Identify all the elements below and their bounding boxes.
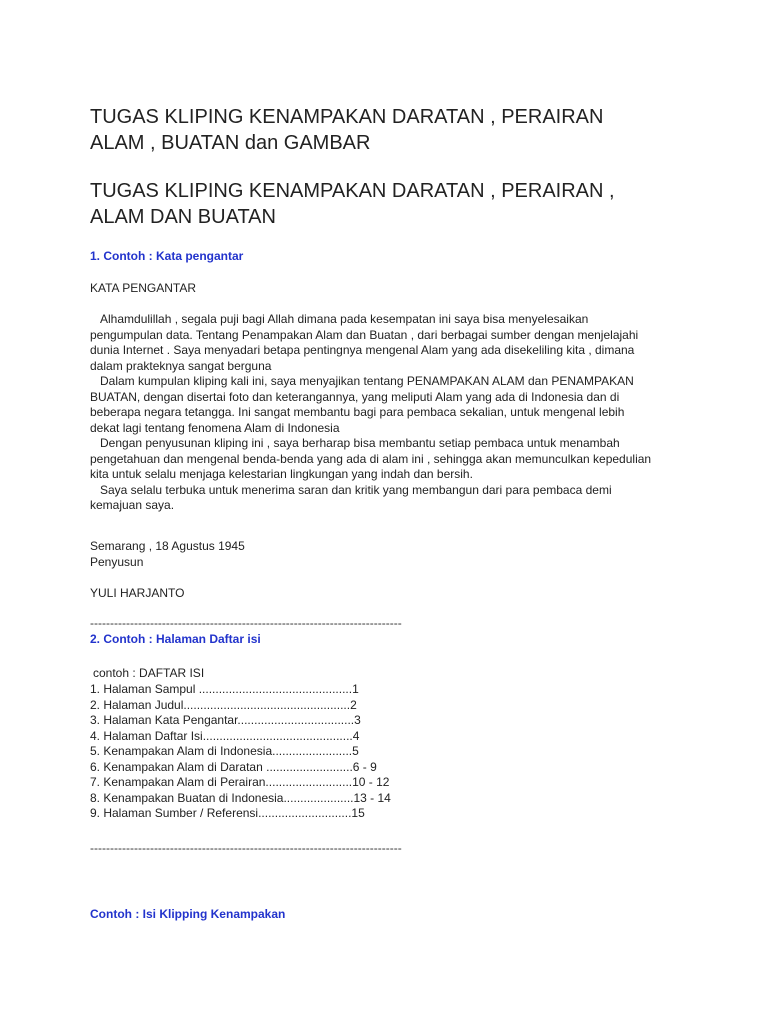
toc-item: 8. Kenampakan Buatan di Indonesia.....................13 - 14 (90, 790, 391, 805)
toc-item: 5. Kenampakan Alam di Indonesia........................5 (90, 744, 359, 758)
paragraph-3 (90, 436, 690, 483)
title-1-line-2: ALAM , BUATAN dan GAMBAR (90, 132, 371, 154)
section-heading-daftar-isi: 2. Contoh : Halaman Daftar isi (90, 632, 261, 646)
section-heading-isi-kliping: Contoh : Isi Klipping Kenampakan (90, 907, 286, 921)
kata-pengantar-body (90, 312, 690, 514)
paragraph-line: BUATAN, dengan disertai foto dan keterangannya, yang meliputi Alam yang ada di Indonesia dan di (90, 389, 620, 404)
toc-item: 6. Kenampakan Alam di Daratan ..........................6 - 9 (90, 759, 377, 774)
place-date: Semarang , 18 Agustus 1945 (90, 539, 245, 553)
daftar-isi-intro: contoh : DAFTAR ISI (93, 666, 205, 680)
section-divider: ------------------------------------------------------------------------------ (90, 841, 402, 855)
toc-item: 7. Kenampakan Alam di Perairan..........................10 - 12 (90, 775, 390, 789)
table-of-contents-list (90, 682, 391, 822)
paragraph-line: pengetahuan dan mengenal benda-benda yang ada di alam ini , sehingga akan memunculkan kepedulian (90, 451, 652, 466)
title-2-line-2: ALAM DAN BUATAN (90, 206, 276, 228)
paragraph-line: Dalam kumpulan kliping kali ini, saya menyajikan tentang PENAMPAKAN ALAM dan PENAMPAKAN (100, 374, 634, 388)
paragraph-line: dunia Internet . Saya menyadari betapa pentingnya mengenal Alam yang ada disekeliling kita , dimana (90, 343, 635, 357)
paragraph-line: dekat lagi tentang fenomena Alam di Indonesia (90, 420, 340, 435)
toc-item: 3. Halaman Kata Pengantar...................................3 (90, 713, 361, 727)
paragraph-line: Alhamdulillah , segala puji bagi Allah dimana pada kesempatan ini saya bisa menyelesaikan (100, 312, 589, 326)
toc-item: 4. Halaman Daftar Isi.............................................4 (90, 728, 360, 743)
paragraph-1 (90, 312, 690, 374)
paragraph-line: kemajuan saya. (90, 498, 175, 512)
paragraph-line: beberapa negara tetangga. Ini sangat membantu bagi para pembaca sekalian, untuk mengenal lebih (90, 405, 625, 419)
paragraph-2 (90, 374, 690, 436)
author-role: Penyusun (90, 554, 144, 569)
toc-item: 1. Halaman Sampul ..............................................1 (90, 682, 359, 696)
paragraph-line: pengumpulan data. Tentang Penampakan Alam dan Buatan , dari berbagai sumber dengan menjelajahi (90, 327, 639, 342)
title-2-line-1: TUGAS KLIPING KENAMPAKAN DARATAN , PERAIRAN , (90, 180, 615, 202)
section-divider: ------------------------------------------------------------------------------ (90, 616, 402, 630)
kata-pengantar-title: KATA PENGANTAR (90, 281, 197, 295)
section-heading-kata-pengantar: 1. Contoh : Kata pengantar (90, 249, 244, 263)
paragraph-4 (90, 483, 690, 514)
paragraph-line: Dengan penyusunan kliping ini , saya berharap bisa membantu setiap pembaca untuk menambah (100, 436, 620, 450)
title-1-line-1: TUGAS KLIPING KENAMPAKAN DARATAN , PERAIRAN (90, 106, 604, 128)
author-name: YULI HARJANTO (90, 586, 185, 600)
document-title-1 (90, 104, 603, 156)
toc-item: 2. Halaman Judul..................................................2 (90, 697, 357, 712)
paragraph-line: Saya selalu terbuka untuk menerima saran dan kritik yang membangun dari para pembaca demi (100, 482, 612, 497)
paragraph-line: dalam prakteknya sangat berguna (90, 358, 272, 373)
toc-item: 9. Halaman Sumber / Referensi............................15 (90, 806, 365, 820)
signature-block (90, 539, 245, 570)
paragraph-line: kita untuk selalu menjaga kelestarian lingkungan yang indah dan bersih. (90, 467, 473, 481)
document-title-2 (90, 178, 615, 230)
